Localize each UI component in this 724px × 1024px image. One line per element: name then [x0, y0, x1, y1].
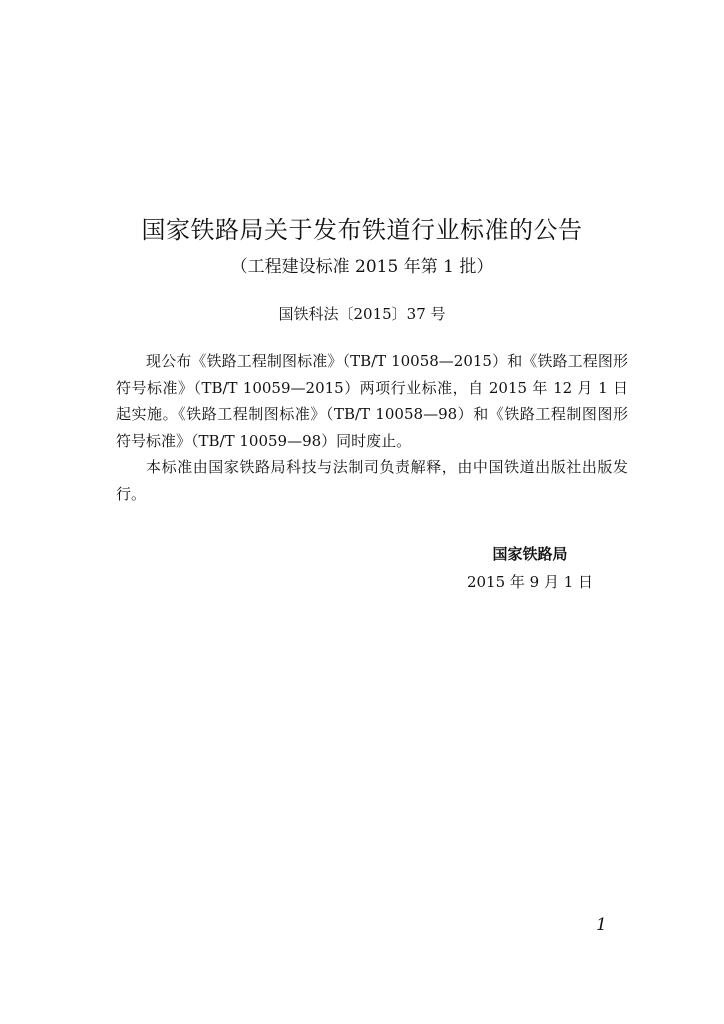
signature-block — [440, 543, 620, 593]
page-number: 1 — [596, 915, 607, 935]
announcement-body — [116, 348, 628, 507]
document-number: 国铁科法〔2015〕37 号 — [278, 305, 446, 323]
issue-date: 2015 年 9 月 1 日 — [466, 573, 594, 591]
issuer-name: 国家铁路局 — [492, 545, 568, 563]
body-paragraph: 现公布《铁路工程制图标准》（TB/T 10058—2015）和《铁路工程图形符号标准》（TB/T 10059—2015）两项行业标准，自 2015 年 12 月 1 日起实施。《铁路工程制图标准》（TB/T 10058—98）和《铁路工程制图图形符号标准》（TB/T 10059—98）同时废止。 — [116, 352, 628, 450]
announcement-title: 国家铁路局关于发布铁道行业标准的公告 — [141, 216, 583, 244]
body-paragraph: 本标准由国家铁路局科技与法制司负责解释，由中国铁道出版社出版发行。 — [116, 458, 628, 503]
announcement-subtitle: （工程建设标准 2015 年第 1 批） — [230, 257, 494, 277]
